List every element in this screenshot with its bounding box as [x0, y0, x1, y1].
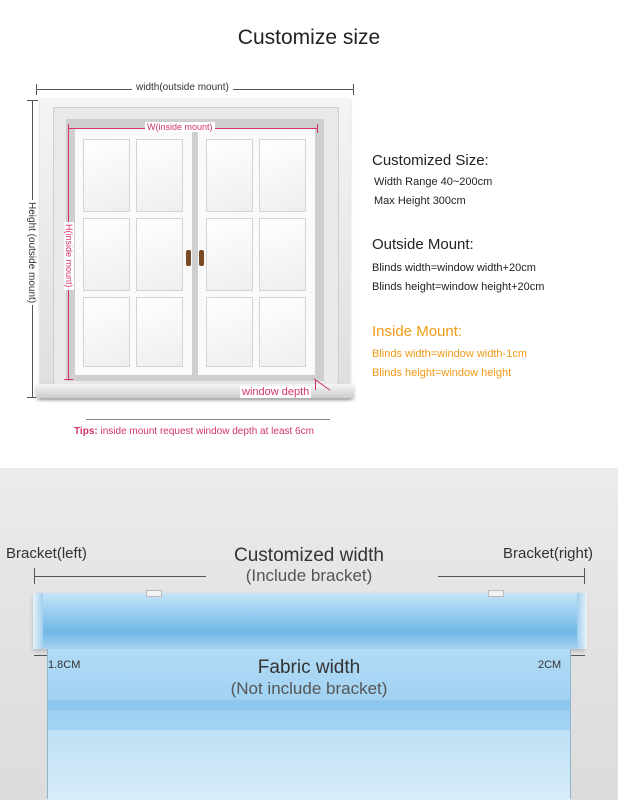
- fabric-width-label: Fabric width: [257, 657, 361, 678]
- height-outside-label: Height (outside mount): [26, 202, 37, 304]
- w-inside-tick-right: [317, 124, 318, 133]
- roller-clip-left: [146, 590, 162, 597]
- window-pane: [206, 139, 253, 212]
- customized-width-tick-left: [34, 568, 35, 584]
- left-bracket-cm-label: 1.8CM: [48, 659, 81, 671]
- blind-roller: [33, 593, 585, 649]
- customized-width-line-left: [34, 576, 206, 577]
- window-pane: [83, 297, 130, 367]
- width-outside-tick-right: [353, 84, 354, 95]
- outside-mount-heading: Outside Mount:: [372, 236, 474, 253]
- include-bracket-label: (Include bracket): [245, 566, 373, 585]
- outside-height-formula: Blinds height=window height+20cm: [372, 281, 545, 293]
- bracket-right: [577, 593, 587, 649]
- h-inside-label-wrap: [64, 222, 75, 288]
- window-handle-right: [199, 250, 204, 266]
- outside-width-formula: Blinds width=window width+20cm: [372, 262, 536, 274]
- tips-text: [74, 426, 314, 437]
- inside-height-formula: Blinds height=window height: [372, 367, 512, 379]
- window-pane: [136, 297, 183, 367]
- fabric-bottom-bar: [47, 700, 571, 710]
- window-pane: [259, 297, 306, 367]
- window-pane: [206, 218, 253, 291]
- window-pane: [83, 218, 130, 291]
- height-outside-label-wrap: [26, 200, 38, 304]
- customized-width-tick-right: [584, 568, 585, 584]
- width-range-text: Width Range 40~200cm: [374, 176, 493, 188]
- window-pane: [83, 139, 130, 212]
- height-outside-tick-top: [27, 100, 38, 101]
- right-bracket-gap-line: [571, 655, 585, 656]
- h-inside-tick-bottom: [64, 379, 73, 380]
- inside-width-formula: Blinds width=window width-1cm: [372, 348, 527, 360]
- window-depth-label: window depth: [242, 386, 310, 398]
- tips-body: inside mount request window depth at least 6cm: [97, 426, 314, 437]
- window-depth-line: [315, 380, 316, 390]
- window-pane: [206, 297, 253, 367]
- tips-prefix: Tips:: [74, 426, 98, 437]
- h-inside-label: H(inside mount): [64, 224, 74, 288]
- not-include-bracket-label: (Not include bracket): [230, 679, 388, 698]
- max-height-text: Max Height 300cm: [374, 195, 466, 207]
- bracket-right-label: Bracket(right): [503, 545, 594, 562]
- customized-size-heading: Customized Size:: [372, 152, 489, 169]
- w-inside-label: W(inside mount): [147, 122, 213, 132]
- fabric-lower-area: [47, 730, 571, 800]
- customized-width-line-right: [438, 576, 585, 577]
- window-pane: [136, 139, 183, 212]
- window-pane: [259, 139, 306, 212]
- window-pane: [136, 218, 183, 291]
- window-pane: [259, 218, 306, 291]
- tips-divider: [86, 419, 330, 420]
- page-title: Customize size: [237, 26, 381, 49]
- inside-mount-heading: Inside Mount:: [372, 323, 463, 340]
- roller-clip-right: [488, 590, 504, 597]
- width-outside-label: width(outside mount): [132, 82, 233, 93]
- bracket-left-label: Bracket(left): [6, 545, 87, 562]
- right-bracket-cm-label: 2CM: [538, 659, 562, 671]
- left-bracket-gap-line: [34, 655, 47, 656]
- window-handle-left: [186, 250, 191, 266]
- customized-width-label: Customized width: [234, 545, 384, 566]
- width-outside-tick-left: [36, 84, 37, 95]
- bracket-left: [33, 593, 43, 649]
